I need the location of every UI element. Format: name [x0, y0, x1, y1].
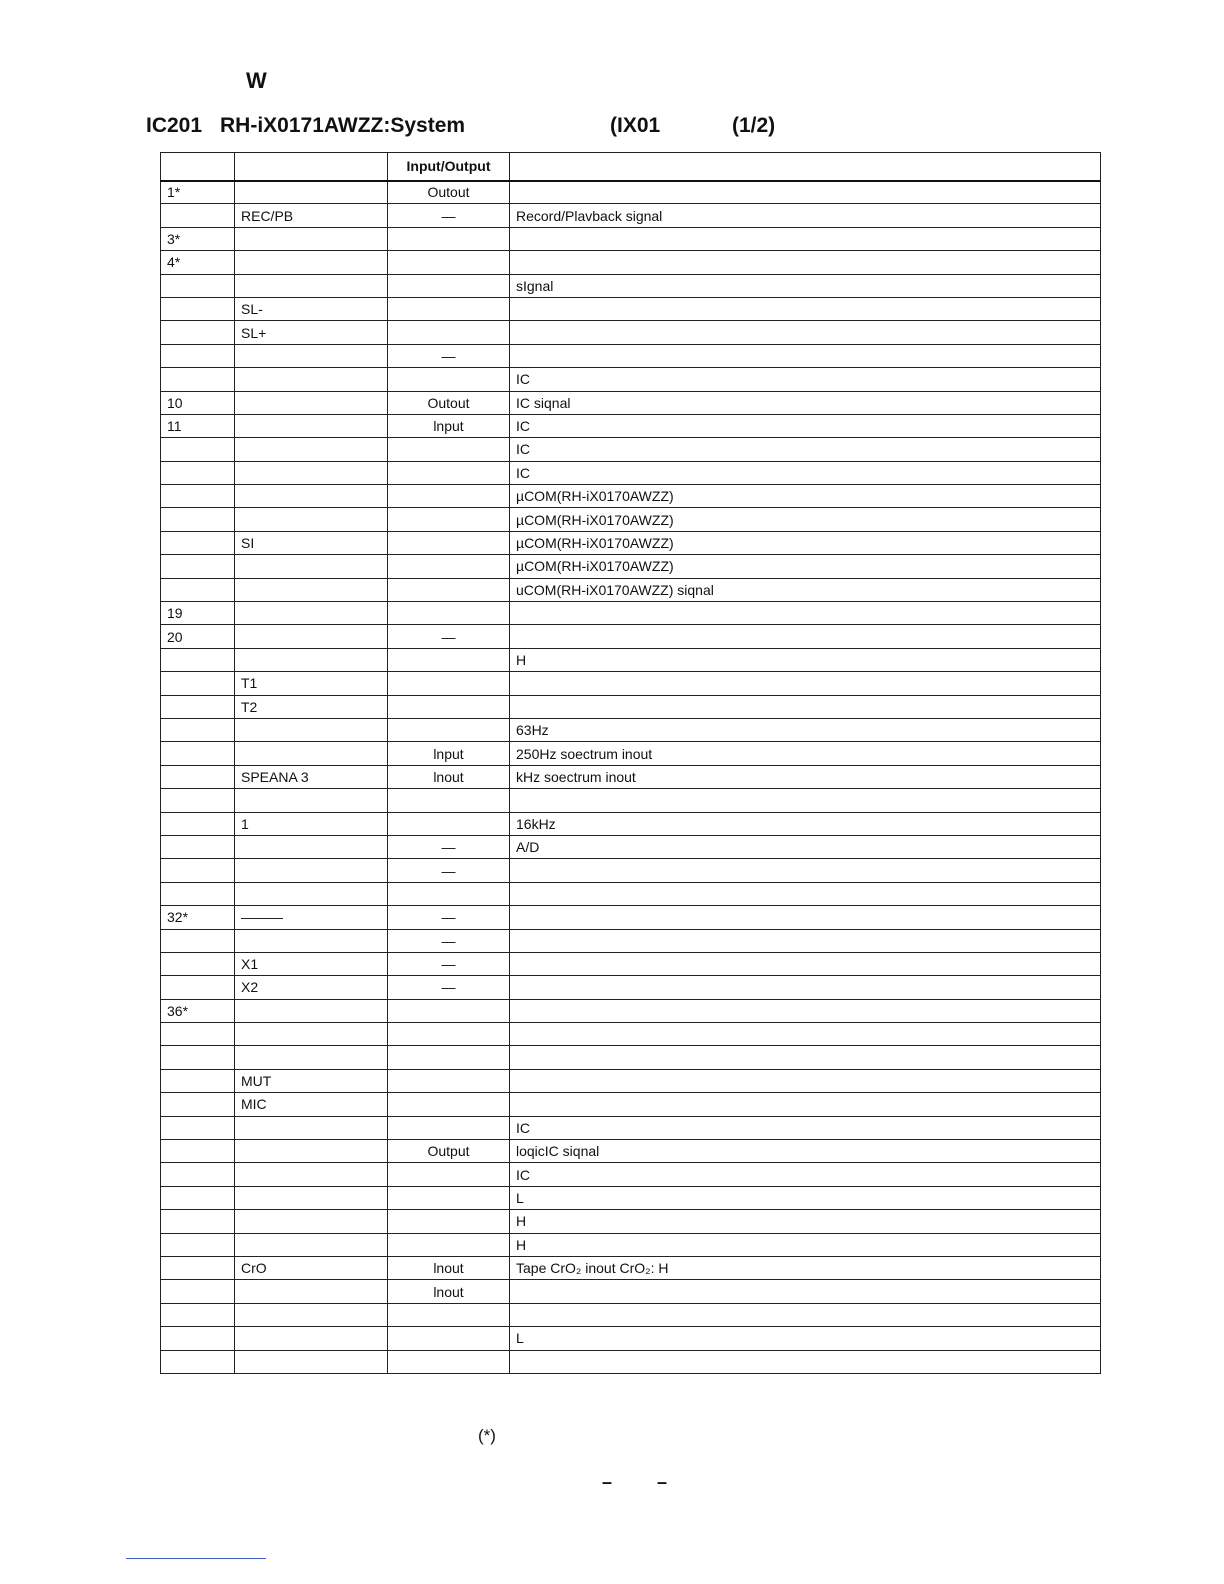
input-output-cell [388, 251, 510, 274]
input-output-cell: Output [388, 1140, 510, 1163]
pin-number-cell: 20 [161, 625, 235, 648]
function-cell: IC [510, 461, 1101, 484]
table-row [161, 952, 1101, 975]
table-row [161, 368, 1101, 391]
table-row [161, 578, 1101, 601]
terminal-name-cell [235, 438, 388, 461]
table-row [161, 321, 1101, 344]
function-cell [510, 1303, 1101, 1326]
terminal-name-cell [235, 578, 388, 601]
pin-number-cell: 4* [161, 251, 235, 274]
pin-number-cell [161, 1280, 235, 1303]
table-row [161, 297, 1101, 320]
terminal-name-cell [235, 251, 388, 274]
input-output-cell [388, 485, 510, 508]
terminal-name-cell [235, 859, 388, 882]
input-output-cell [388, 1350, 510, 1373]
table-row [161, 1303, 1101, 1326]
table-row [161, 1327, 1101, 1350]
input-output-cell: — [388, 952, 510, 975]
pin-number-cell [161, 1116, 235, 1139]
header-function [510, 153, 1101, 181]
table-row [161, 344, 1101, 367]
pin-number-cell [161, 274, 235, 297]
table-row [161, 438, 1101, 461]
pin-number-cell: 36* [161, 999, 235, 1022]
function-cell [510, 1069, 1101, 1092]
pin-number-cell [161, 321, 235, 344]
function-cell [510, 952, 1101, 975]
function-cell [510, 1023, 1101, 1046]
table-row [161, 648, 1101, 671]
terminal-name-cell [235, 1163, 388, 1186]
function-cell [510, 625, 1101, 648]
terminal-name-cell: X1 [235, 952, 388, 975]
pin-number-cell [161, 929, 235, 952]
terminal-name-cell [235, 1327, 388, 1350]
terminal-name-cell [235, 929, 388, 952]
input-output-cell [388, 321, 510, 344]
table-row [161, 1350, 1101, 1373]
input-output-cell: lnput [388, 414, 510, 437]
function-cell: IC siqnal [510, 391, 1101, 414]
function-cell: µCOM(RH-iX0170AWZZ) [510, 555, 1101, 578]
terminal-name-cell [235, 742, 388, 765]
function-cell [510, 789, 1101, 812]
footnote: (*) [478, 1426, 496, 1445]
input-output-cell: lnput [388, 742, 510, 765]
function-cell [510, 695, 1101, 718]
function-cell: Record/Plavback signal [510, 204, 1101, 227]
input-output-cell [388, 789, 510, 812]
function-cell: L [510, 1186, 1101, 1209]
terminal-name-cell [235, 1210, 388, 1233]
title-part-code: (IX01 [610, 114, 661, 137]
table-row [161, 1116, 1101, 1139]
terminal-name-cell: ——— [235, 906, 388, 929]
terminal-name-cell [235, 227, 388, 250]
pin-number-cell [161, 1046, 235, 1069]
table-row [161, 859, 1101, 882]
table-row [161, 718, 1101, 741]
input-output-cell [388, 1116, 510, 1139]
function-cell [510, 976, 1101, 999]
function-cell: Tape CrO₂ inout CrO₂: H [510, 1256, 1101, 1279]
input-output-cell [388, 695, 510, 718]
terminal-name-cell: SL+ [235, 321, 388, 344]
input-output-cell [388, 227, 510, 250]
terminal-name-cell [235, 508, 388, 531]
function-cell [510, 1350, 1101, 1373]
input-output-cell [388, 1163, 510, 1186]
table-row [161, 602, 1101, 625]
terminal-name-cell [235, 414, 388, 437]
table-row [161, 1210, 1101, 1233]
function-cell: sIgnal [510, 274, 1101, 297]
function-cell: uCOM(RH-iX0170AWZZ) siqnal [510, 578, 1101, 601]
function-cell: 250Hz soectrum inout [510, 742, 1101, 765]
function-cell: IC [510, 1116, 1101, 1139]
pin-number-cell [161, 1069, 235, 1092]
pin-function-table [160, 152, 1101, 1374]
terminal-name-cell: MIC [235, 1093, 388, 1116]
pin-number-cell: 3* [161, 227, 235, 250]
table-row [161, 1023, 1101, 1046]
table-row [161, 672, 1101, 695]
pin-number-cell: 10 [161, 391, 235, 414]
input-output-cell [388, 297, 510, 320]
terminal-name-cell: 1 [235, 812, 388, 835]
terminal-name-cell [235, 789, 388, 812]
pin-number-cell [161, 438, 235, 461]
input-output-cell [388, 274, 510, 297]
pin-number-cell [161, 859, 235, 882]
function-cell: loqicIC siqnal [510, 1140, 1101, 1163]
terminal-name-cell: REC/PB [235, 204, 388, 227]
input-output-cell [388, 1303, 510, 1326]
pin-number-cell: 32* [161, 906, 235, 929]
pin-number-cell [161, 672, 235, 695]
function-cell: H [510, 1233, 1101, 1256]
table-row [161, 531, 1101, 554]
pin-number-cell [161, 648, 235, 671]
input-output-cell [388, 1093, 510, 1116]
table-row [161, 555, 1101, 578]
pin-number-cell [161, 508, 235, 531]
terminal-name-cell: SL- [235, 297, 388, 320]
input-output-cell: — [388, 204, 510, 227]
terminal-name-cell [235, 648, 388, 671]
pin-number-cell [161, 789, 235, 812]
terminal-name-cell [235, 274, 388, 297]
terminal-name-cell [235, 391, 388, 414]
page-number-mark: – – [602, 1472, 688, 1492]
function-cell: H [510, 1210, 1101, 1233]
terminal-name-cell [235, 999, 388, 1022]
terminal-name-cell [235, 344, 388, 367]
function-cell: H [510, 648, 1101, 671]
pin-number-cell [161, 531, 235, 554]
pin-number-cell [161, 344, 235, 367]
function-cell [510, 297, 1101, 320]
pin-number-cell [161, 297, 235, 320]
table-row [161, 1186, 1101, 1209]
function-cell [510, 672, 1101, 695]
terminal-name-cell [235, 368, 388, 391]
table-row [161, 1140, 1101, 1163]
input-output-cell [388, 1186, 510, 1209]
table-row [161, 181, 1101, 204]
pin-number-cell [161, 204, 235, 227]
terminal-name-cell: T1 [235, 672, 388, 695]
table-row [161, 765, 1101, 788]
function-cell [510, 344, 1101, 367]
input-output-cell [388, 531, 510, 554]
table-row [161, 461, 1101, 484]
input-output-cell: — [388, 976, 510, 999]
table-row [161, 742, 1101, 765]
pin-number-cell [161, 1210, 235, 1233]
table-row [161, 1280, 1101, 1303]
pin-number-cell [161, 695, 235, 718]
function-cell: A/D [510, 835, 1101, 858]
function-cell [510, 1093, 1101, 1116]
pin-number-cell [161, 1233, 235, 1256]
terminal-name-cell: CrO [235, 1256, 388, 1279]
terminal-name-cell [235, 1350, 388, 1373]
terminal-name-cell: SI [235, 531, 388, 554]
function-cell: µCOM(RH-iX0170AWZZ) [510, 485, 1101, 508]
terminal-name-cell: X2 [235, 976, 388, 999]
table-row [161, 1163, 1101, 1186]
input-output-cell [388, 438, 510, 461]
pin-number-cell [161, 976, 235, 999]
pin-number-cell [161, 765, 235, 788]
input-output-cell [388, 602, 510, 625]
terminal-name-cell [235, 555, 388, 578]
function-cell: IC [510, 368, 1101, 391]
footer-rule [126, 1558, 266, 1559]
section-letter: W [246, 68, 267, 93]
table-row [161, 929, 1101, 952]
pin-number-cell [161, 835, 235, 858]
input-output-cell: — [388, 859, 510, 882]
table-row [161, 251, 1101, 274]
table-row [161, 391, 1101, 414]
terminal-name-cell: MUT [235, 1069, 388, 1092]
pin-number-cell [161, 882, 235, 905]
table-row [161, 1093, 1101, 1116]
table-row [161, 1256, 1101, 1279]
function-cell [510, 906, 1101, 929]
terminal-name-cell [235, 625, 388, 648]
input-output-cell: lnout [388, 765, 510, 788]
terminal-name-cell [235, 602, 388, 625]
table-body [161, 181, 1101, 1374]
table-row [161, 1069, 1101, 1092]
input-output-cell [388, 718, 510, 741]
pin-number-cell [161, 812, 235, 835]
table-row [161, 227, 1101, 250]
pin-number-cell [161, 1303, 235, 1326]
table-row [161, 999, 1101, 1022]
function-cell: kHz soectrum inout [510, 765, 1101, 788]
function-cell [510, 859, 1101, 882]
function-cell: 63Hz [510, 718, 1101, 741]
pin-number-cell [161, 1093, 235, 1116]
function-cell: µCOM(RH-iX0170AWZZ) [510, 508, 1101, 531]
input-output-cell: lnout [388, 1280, 510, 1303]
input-output-cell [388, 672, 510, 695]
pin-number-cell [161, 1186, 235, 1209]
terminal-name-cell [235, 181, 388, 204]
terminal-name-cell [235, 1186, 388, 1209]
pin-number-cell [161, 742, 235, 765]
table-row [161, 414, 1101, 437]
pin-number-cell: 11 [161, 414, 235, 437]
table-row [161, 625, 1101, 648]
input-output-cell [388, 1046, 510, 1069]
function-cell [510, 181, 1101, 204]
pin-number-cell [161, 578, 235, 601]
terminal-name-cell [235, 1280, 388, 1303]
input-output-cell [388, 508, 510, 531]
terminal-name-cell [235, 1116, 388, 1139]
input-output-cell [388, 999, 510, 1022]
title-part-ic: IC201 [146, 114, 203, 137]
pin-number-cell [161, 718, 235, 741]
function-cell [510, 251, 1101, 274]
table-row [161, 1233, 1101, 1256]
function-cell: L [510, 1327, 1101, 1350]
input-output-cell [388, 882, 510, 905]
input-output-cell [388, 1023, 510, 1046]
pin-number-cell [161, 1256, 235, 1279]
pin-number-cell [161, 1023, 235, 1046]
function-cell: µCOM(RH-iX0170AWZZ) [510, 531, 1101, 554]
function-cell [510, 602, 1101, 625]
terminal-name-cell [235, 485, 388, 508]
input-output-cell [388, 368, 510, 391]
terminal-name-cell [235, 1023, 388, 1046]
pin-number-cell [161, 952, 235, 975]
pin-number-cell [161, 485, 235, 508]
table-row [161, 274, 1101, 297]
header-input-output: Input/Output [388, 153, 510, 181]
title-part-part-number: RH-iX0171AWZZ:System [220, 114, 466, 137]
function-cell [510, 929, 1101, 952]
pin-number-cell: 19 [161, 602, 235, 625]
terminal-name-cell [235, 1046, 388, 1069]
input-output-cell [388, 648, 510, 671]
function-cell: IC [510, 1163, 1101, 1186]
terminal-name-cell [235, 1303, 388, 1326]
input-output-cell [388, 578, 510, 601]
table-row [161, 835, 1101, 858]
header-terminal [235, 153, 388, 181]
function-cell: IC [510, 438, 1101, 461]
table-row [161, 812, 1101, 835]
input-output-cell: Outout [388, 181, 510, 204]
input-output-cell: — [388, 906, 510, 929]
function-cell [510, 1280, 1101, 1303]
table-row [161, 204, 1101, 227]
function-cell [510, 227, 1101, 250]
input-output-cell [388, 1327, 510, 1350]
table-row [161, 508, 1101, 531]
terminal-name-cell [235, 461, 388, 484]
pin-number-cell [161, 368, 235, 391]
title-part-page: (1/2) [732, 114, 776, 137]
pin-number-cell [161, 1327, 235, 1350]
pin-number-cell [161, 1163, 235, 1186]
input-output-cell: — [388, 625, 510, 648]
input-output-cell: lnout [388, 1256, 510, 1279]
table-header-row [161, 153, 1101, 181]
terminal-name-cell [235, 835, 388, 858]
terminal-name-cell [235, 1233, 388, 1256]
pin-number-cell [161, 555, 235, 578]
table-row [161, 906, 1101, 929]
table-row [161, 1046, 1101, 1069]
function-cell [510, 1046, 1101, 1069]
function-cell [510, 999, 1101, 1022]
function-cell [510, 882, 1101, 905]
terminal-name-cell [235, 718, 388, 741]
terminal-name-cell [235, 882, 388, 905]
function-cell: IC [510, 414, 1101, 437]
input-output-cell: — [388, 344, 510, 367]
terminal-name-cell: SPEANA 3 [235, 765, 388, 788]
table-row [161, 485, 1101, 508]
input-output-cell: Outout [388, 391, 510, 414]
input-output-cell [388, 812, 510, 835]
terminal-name-cell [235, 1140, 388, 1163]
input-output-cell: — [388, 835, 510, 858]
pin-number-cell [161, 461, 235, 484]
table-row [161, 789, 1101, 812]
terminal-name-cell: T2 [235, 695, 388, 718]
input-output-cell [388, 1233, 510, 1256]
function-cell [510, 321, 1101, 344]
pin-number-cell [161, 1140, 235, 1163]
header-pin [161, 153, 235, 181]
pin-number-cell [161, 1350, 235, 1373]
pin-number-cell: 1* [161, 181, 235, 204]
table-row [161, 882, 1101, 905]
function-cell: 16kHz [510, 812, 1101, 835]
input-output-cell [388, 555, 510, 578]
input-output-cell [388, 1069, 510, 1092]
input-output-cell [388, 1210, 510, 1233]
input-output-cell: — [388, 929, 510, 952]
table-row [161, 976, 1101, 999]
input-output-cell [388, 461, 510, 484]
table-row [161, 695, 1101, 718]
